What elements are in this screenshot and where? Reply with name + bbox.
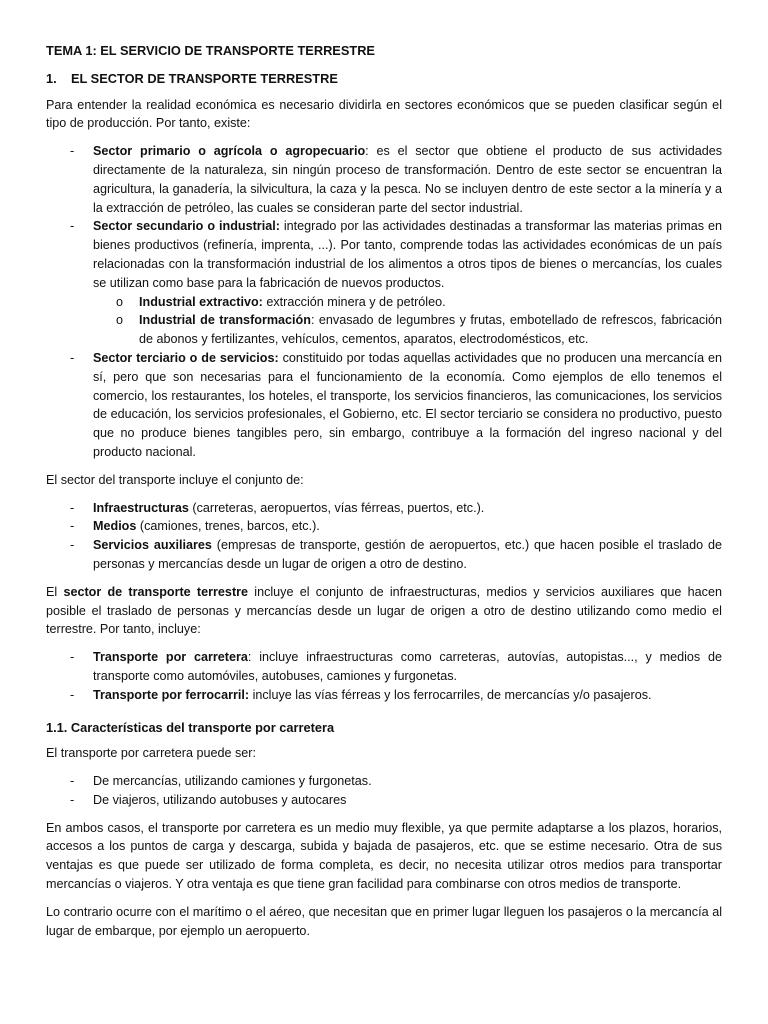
list-item-medios bbox=[46, 517, 722, 536]
list-item-mercancias: - De mercancías, utilizando camiones y furgonetas. bbox=[46, 772, 722, 791]
list-item-viajeros: - De viajeros, utilizando autobuses y autocares bbox=[46, 791, 722, 810]
term: Sector primario o agrícola o agropecuario bbox=[93, 144, 366, 159]
carretera-intro-paragraph: El transporte por carretera puede ser: bbox=[46, 746, 257, 761]
term: Industrial extractivo: bbox=[139, 294, 263, 309]
term: Sector secundario o industrial: bbox=[93, 219, 280, 234]
term: sector de transporte terrestre bbox=[63, 584, 249, 599]
term: Medios bbox=[93, 519, 137, 534]
term: Industrial de transformación bbox=[139, 313, 311, 328]
terrestre-list bbox=[46, 648, 722, 704]
term: Sector terciario o de servicios: bbox=[93, 350, 279, 365]
description: : envasado de legumbres y frutas, embotellado de refrescos, fabricación de abonos y fertilizantes, vehículos, cementos, aparatos, electrodomésticos, etc. bbox=[139, 313, 723, 347]
term: Transporte por ferrocarril: bbox=[93, 687, 250, 702]
list-item-infraestructuras bbox=[46, 499, 722, 518]
list-item-sector-secundario bbox=[46, 217, 722, 349]
description: (camiones, trenes, barcos, etc.). bbox=[136, 519, 320, 534]
transport-list bbox=[46, 499, 722, 574]
section-heading-1 bbox=[46, 70, 722, 89]
description: incluye las vías férreas y los ferrocarriles, de mercancías y/o pasajeros. bbox=[249, 687, 652, 702]
industrial-sublist bbox=[93, 293, 722, 349]
term: Infraestructuras bbox=[93, 500, 189, 515]
section-heading-1-1: 1.1. Características del transporte por carretera bbox=[46, 719, 335, 735]
term: Servicios auxiliares bbox=[93, 538, 212, 553]
section-number: 1. bbox=[46, 70, 57, 86]
document-title: TEMA 1: EL SERVICIO DE TRANSPORTE TERRESTRE bbox=[46, 43, 375, 58]
sector-list bbox=[46, 142, 722, 462]
description: extracción minera y de petróleo. bbox=[262, 294, 446, 309]
text: incluye el conjunto de infraestructuras, medios y servicios auxiliares que hacen posible el traslado de personas y mercancías desde un lugar de origen a otro de destino utilizando como medio el terrestre. Por tanto, incluye: bbox=[46, 584, 722, 637]
sublist-item-transformacion bbox=[93, 311, 722, 349]
list-item-carretera bbox=[46, 648, 722, 686]
section-title: EL SECTOR DE TRANSPORTE TERRESTRE bbox=[71, 70, 338, 86]
description: (carreteras, aeropuertos, vías férreas, puertos, etc.). bbox=[188, 500, 485, 515]
contrario-paragraph: Lo contrario ocurre con el marítimo o el aéreo, que necesitan que en primer lugar lleguen los pasajeros o la mercancía al lugar de embarque, por ejemplo un aeropuerto. bbox=[46, 904, 722, 938]
sublist-item-extractivo bbox=[93, 293, 722, 312]
carretera-list bbox=[46, 772, 722, 810]
transport-intro-paragraph: El sector del transporte incluye el conjunto de: bbox=[46, 472, 304, 487]
list-item-sector-primario bbox=[46, 142, 722, 217]
description: (empresas de transporte, gestión de aeropuertos, etc.) que hacen posible el traslado de personas y mercancías desde un lugar de origen a otro de destino. bbox=[93, 538, 722, 571]
list-item-servicios-auxiliares bbox=[46, 536, 722, 574]
list-item-sector-terciario bbox=[46, 349, 722, 462]
list-item-ferrocarril bbox=[46, 686, 722, 705]
intro-paragraph: Para entender la realidad económica es necesario dividirla en sectores económicos que se pueden clasificar según el tipo de producción. Por tanto, existe: bbox=[46, 97, 722, 131]
terrestre-paragraph bbox=[46, 583, 722, 639]
text: El bbox=[46, 584, 64, 599]
term: Transporte por carretera bbox=[93, 650, 248, 665]
description: : es el sector que obtiene el producto de sus actividades directamente de la naturaleza, sin ningún proceso de transformación. Dentro de este sector se encuentran la agricultura, la ganadería, la silvicultura, la caza y la pesca. No se incluyen dentro de este sector a la minería y a la extracción de petróleo, las cuales se consideran parte del sector industrial. bbox=[93, 144, 723, 215]
description: : incluye infraestructuras como carreteras, autovías, autopistas..., y medios de transporte como automóviles, autobuses, camiones y furgonetas. bbox=[93, 650, 722, 683]
description: constituido por todas aquellas actividades que no producen una mercancía en sí, pero que son necesarias para el funcionamiento de la economía. Como ejemplos de ello tenemos el comercio, los restaurantes, los hoteles, el transporte, los servicios financieros, las comunicaciones, los servicios de educación, los servicios profesionales, el Gobierno, etc. El sector terciario se considera no productivo, puesto que no produce bienes tangibles pero, sin embargo, contribuye a la formación del ingreso nacional y del producto nacional. bbox=[93, 350, 722, 459]
ambos-paragraph: En ambos casos, el transporte por carretera es un medio muy flexible, ya que permite adaptarse a los plazos, horarios, accesos a los puntos de carga y descarga, subida y bajada de pasajeros, etc. que se estime necesario. Otra de sus ventajas es que puede ser utilizado de forma completa, es decir, no necesita utilizar otros medios para transportar mercancías o viajeros. Y otra ventaja es que tiene gran facilidad para combinarse con otros medios de transporte. bbox=[46, 820, 722, 892]
description: integrado por las actividades destinadas a transformar las materias primas en bienes productivos (refinería, imprenta, ...). Por tanto, comprende todas las actividades económicas de un país relacionadas con la transformación industrial de los alimentos a otros tipos de bienes o mercancías, los cuales se utilizan como base para la fabricación de nuevos productos. bbox=[93, 219, 722, 290]
